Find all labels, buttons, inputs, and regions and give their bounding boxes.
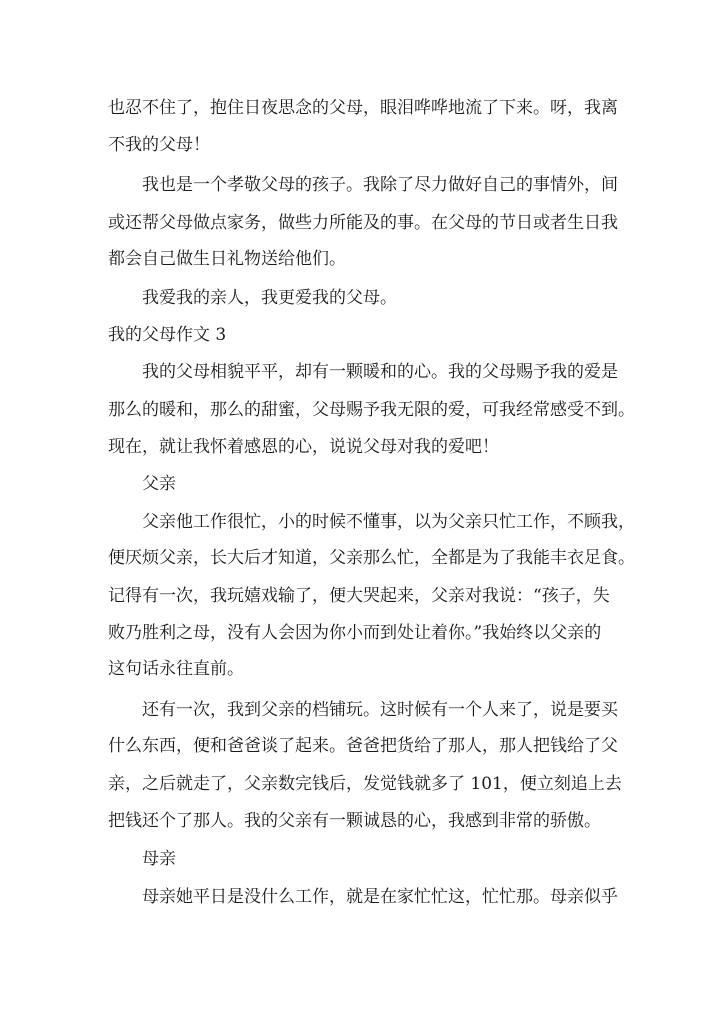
text-line-9: 那么的暖和，那么的甜蜜，父母赐予我无限的爱，可我经常感受不到。 [108, 400, 635, 420]
text-line-16: 这句话永往直前。 [108, 659, 244, 679]
text-line-17: 还有一次，我到父亲的档铺玩。这时候有一个人来了，说是要买 [142, 700, 618, 720]
text-line-18: 什么东西，便和爸爸谈了起来。爸爸把货给了那人，那人把钱给了父 [108, 736, 618, 756]
subheading-father: 父亲 [142, 474, 176, 494]
text-line-2: 不我的父母！ [108, 135, 210, 155]
text-line-8: 我的父母相貌平平，却有一颗暖和的心。我的父母赐予我的爱是 [142, 362, 618, 382]
section-heading: 我的父母作文 3 [108, 325, 227, 345]
text-line-10: 现在，就让我怀着感恩的心，说说父母对我的爱吧！ [108, 437, 499, 457]
text-line-19: 亲，之后就走了，父亲数完钱后，发觉钱就多了 101，便立刻追上去 [108, 774, 622, 794]
text-line-22: 母亲她平日是没什么工作，就是在家忙忙这，忙忙那。母亲似乎 [142, 887, 618, 907]
text-line-13: 便厌烦父亲，长大后才知道，父亲那么忙，全都是为了我能丰衣足食。 [108, 548, 635, 568]
text-line-20: 把钱还个了那人。我的父亲有一颗诚恳的心，我感到非常的骄傲。 [108, 811, 601, 831]
text-line-1: 也忍不住了，抱住日夜思念的父母，眼泪哗哗地流了下来。呀，我离 [108, 98, 618, 118]
text-line-14: 记得有一次，我玩嬉戏输了，便大哭起来，父亲对我说：“孩子，失 [108, 586, 610, 606]
text-line-6: 我爱我的亲人，我更爱我的父母。 [142, 288, 397, 308]
text-line-4: 或还帮父母做点家务，做些力所能及的事。在父母的节日或者生日我 [108, 213, 618, 233]
text-line-12: 父亲他工作很忙，小的时候不懂事，以为父亲只忙工作，不顾我， [142, 512, 635, 532]
text-line-5: 都会自己做生日礼物送给他们。 [108, 249, 346, 269]
text-line-15: 败乃胜利之母，没有人会因为你小而到处让着你。”我始终以父亲的 [108, 623, 602, 643]
text-line-3: 我也是一个孝敬父母的孩子。我除了尽力做好自己的事情外，间 [142, 175, 618, 195]
subheading-mother: 母亲 [142, 849, 176, 869]
